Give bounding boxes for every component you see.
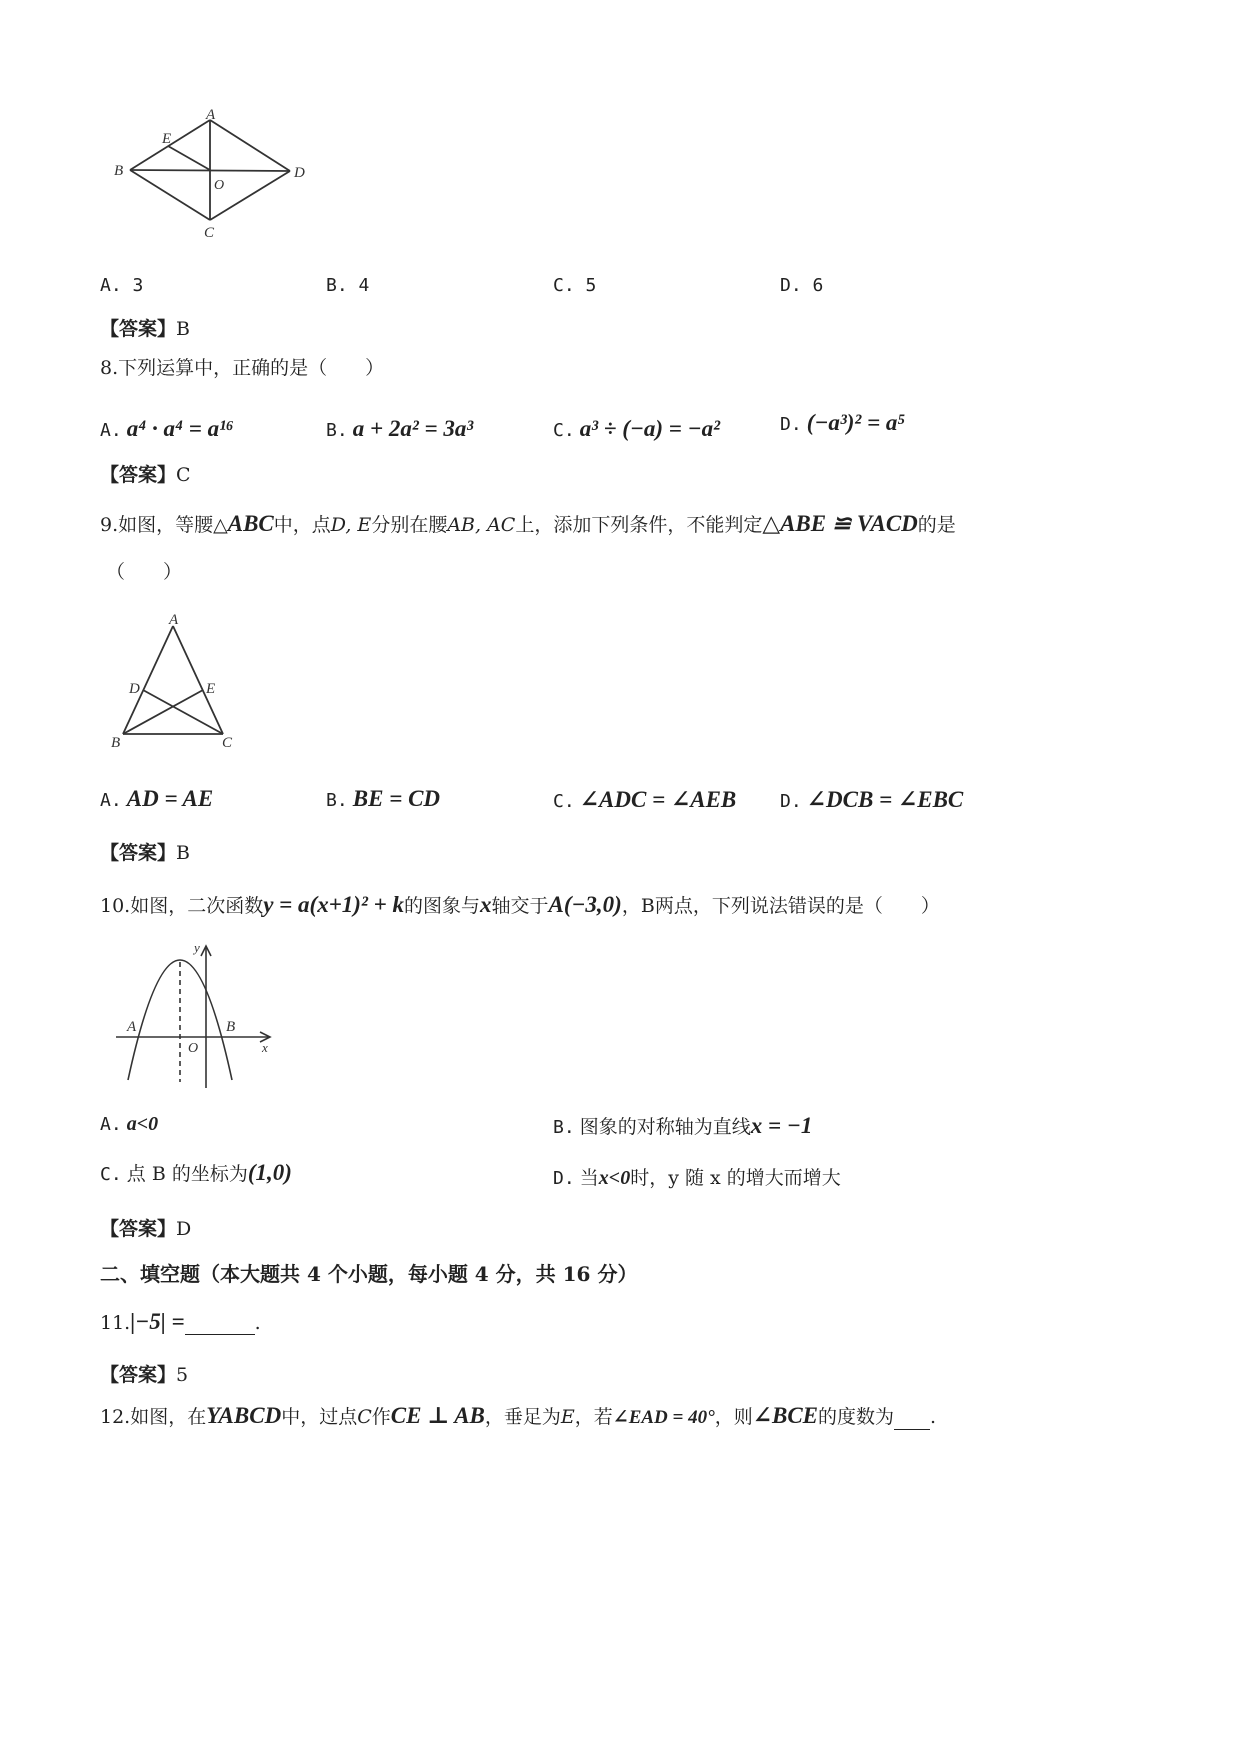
q7-option-b: B. 4 — [326, 275, 370, 296]
q7-option-a: A. 3 — [100, 275, 144, 296]
label-a: A — [127, 1019, 137, 1035]
q8-option-a: A. a⁴ · a⁴ = a¹⁶ — [100, 416, 235, 441]
q7-option-c: C. 5 — [553, 275, 597, 296]
q8-option-c: C. a³ ÷ (−a) = −a² — [553, 416, 720, 441]
q10-option-d: D. 当x<0时，y 随 x 的增大而增大 — [553, 1167, 841, 1189]
q9-triangle-figure — [105, 612, 245, 752]
label-x: x — [262, 1040, 268, 1055]
label-b: B — [226, 1019, 236, 1035]
segment-eo — [168, 146, 210, 170]
q7-option-d: D. 6 — [780, 275, 824, 296]
label-b: B — [111, 735, 121, 751]
label-b: B — [114, 163, 124, 179]
segment-bc — [130, 170, 210, 220]
label-c: C — [222, 735, 233, 751]
q9-stem-paren: （ ） — [106, 561, 183, 583]
label-a: A — [206, 107, 216, 123]
label-d: D — [129, 681, 140, 697]
q8-answer: 【答案】C — [100, 464, 191, 486]
q10-answer: 【答案】D — [100, 1218, 192, 1240]
label-c: C — [204, 225, 215, 241]
q11-answer: 【答案】5 — [100, 1364, 189, 1386]
q7-answer: 【答案】B — [100, 318, 190, 340]
q8-stem: 8.下列运算中，正确的是（ ） — [100, 357, 385, 379]
q10-stem: 10.如图，二次函数y = a(x+1)² + k的图象与x轴交于A(−3,0)，B两点，下列说法错误的是（ ） — [100, 892, 940, 917]
q9-option-b: B. BE = CD — [326, 786, 441, 811]
q8-option-b: B. a + 2a² = 3a³ — [326, 416, 474, 441]
label-e: E — [162, 131, 172, 147]
label-a: A — [169, 612, 179, 628]
q9-answer: 【答案】B — [100, 842, 190, 864]
segment-ad — [210, 120, 290, 171]
segment-ac — [173, 626, 223, 734]
q12-answer-blank[interactable] — [894, 1409, 930, 1430]
section-2-title: 二、填空题（本大题共 4 个小题，每小题 4 分，共 16 分） — [100, 1262, 638, 1286]
q7-rhombus-figure — [110, 105, 320, 245]
label-o: O — [188, 1041, 199, 1056]
q11-answer-blank[interactable] — [185, 1314, 255, 1335]
q8-option-d: D. (−a³)² = a⁵ — [780, 410, 906, 435]
q9-option-c: C. ∠ADC = ∠AEB — [553, 787, 737, 812]
q10-option-a: A. a<0 — [100, 1113, 159, 1135]
label-d: D — [294, 165, 305, 181]
q9-stem: 9.如图，等腰△ABC中，点D, E分别在腰AB, AC上，添加下列条件，不能判定△ABE ≌ VACD的是 — [100, 511, 956, 536]
q12-stem: 12.如图，在YABCD中，过点C作CE ⊥ AB，垂足为E，若∠EAD = 40°，则∠BCE的度数为 . — [100, 1403, 937, 1428]
label-o: O — [214, 178, 225, 193]
q10-option-b: B. 图象的对称轴为直线x = −1 — [553, 1113, 813, 1138]
label-e: E — [206, 681, 216, 697]
segment-ab — [123, 626, 173, 734]
label-y: y — [194, 940, 200, 955]
q9-option-d: D. ∠DCB = ∠EBC — [780, 787, 964, 812]
q10-parabola-figure — [110, 940, 280, 1090]
q10-option-c: C. 点 B 的坐标为(1,0) — [100, 1160, 292, 1185]
q9-option-a: A. AD = AE — [100, 786, 214, 811]
q11-stem: 11.|−5| = . — [100, 1309, 261, 1334]
